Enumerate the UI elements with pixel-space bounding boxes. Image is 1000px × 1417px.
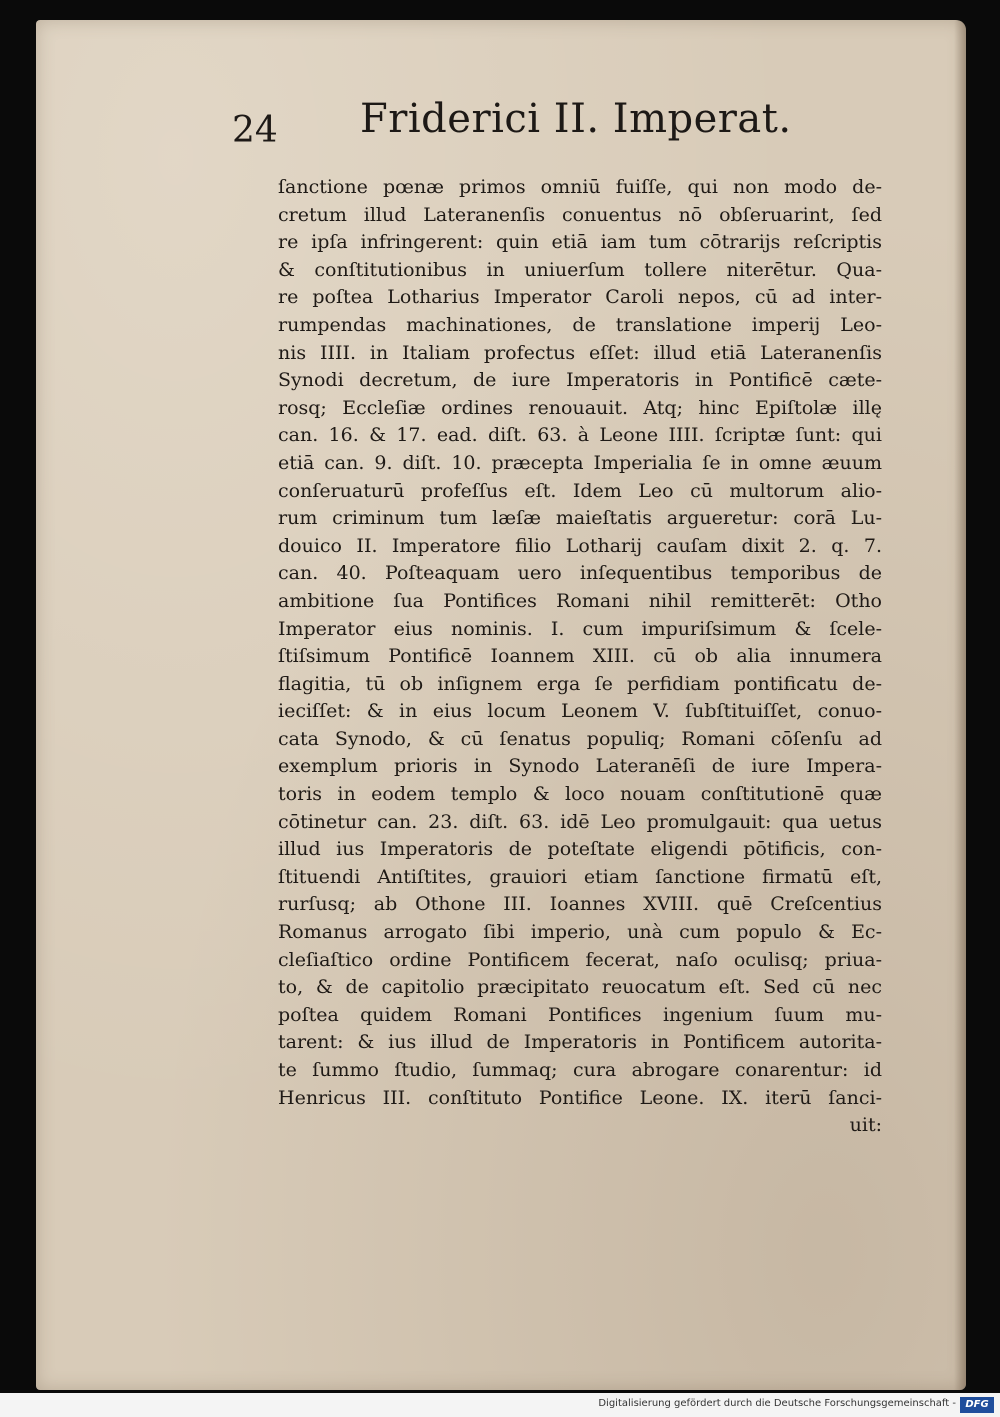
text-line: poſtea quidem Romani Pontifices ingenium ſuum mu- — [278, 1003, 882, 1026]
text-line: cretum illud Lateranenſis conuentus nō obſeruarint, ſed — [278, 203, 882, 226]
text-line: re ipſa infringerent: quin etiā iam tum cōtrarijs reſcriptis — [278, 231, 882, 254]
page-edge — [954, 20, 966, 1390]
text-line: exemplum prioris in Synodo Lateranēſi de iure Impera- — [278, 755, 882, 778]
text-line: cata Synodo, & cū ſenatus populiq; Romani cōſenſu ad — [278, 727, 882, 750]
text-line: cleſiaſtico ordine Pontificem fecerat, naſo oculisq; priua- — [278, 948, 882, 971]
running-head-title: Friderici II. Imperat. — [360, 96, 792, 142]
text-line: rurſusq; ab Othone III. Ioannes XVIII. quē Creſcentius — [278, 893, 882, 916]
text-line: douico II. Imperatore filio Lotharij cauſam dixit 2. q. 7. — [278, 534, 882, 557]
funding-credit: Digitalisierung gefördert durch die Deutsche Forschungsgemeinschaft - — [598, 1398, 956, 1409]
text-line: Imperator eius nominis. I. cum impuriſsimum & ſcele- — [278, 617, 882, 640]
text-line: can. 40. Poſteaquam uero inſequentibus temporibus de — [278, 562, 882, 585]
text-line: toris in eodem templo & loco nouam conſtitutionē quæ — [278, 783, 882, 806]
running-head — [232, 96, 792, 166]
body-text — [278, 174, 882, 1140]
text-line: conſeruaturū profeſſus eſt. Idem Leo cū multorum alio- — [278, 479, 882, 502]
text-line: & conſtitutionibus in uniuerſum tollere niterētur. Qua- — [278, 258, 882, 281]
dfg-logo: DFG — [960, 1397, 994, 1413]
text-line: te ſummo ſtudio, ſummaq; cura abrogare conarentur: id — [278, 1059, 882, 1081]
text-line: etiā can. 9. diſt. 10. præcepta Imperialia ſe in omne æuum — [278, 451, 882, 474]
text-line: ſanctione pœnæ primos omniū fuiſſe, qui non modo de- — [278, 176, 882, 198]
text-line: nis IIII. in Italiam profectus eſſet: illud etiā Lateranenſis — [278, 341, 882, 364]
text-line: Henricus III. conſtituto Pontifice Leone. IX. iterū ſanci- — [278, 1086, 882, 1109]
text-line: rosq; Eccleſiæ ordines renouauit. Atq; hinc Epiſtolæ illę — [278, 396, 882, 419]
page-number: 24 — [232, 110, 278, 151]
text-line: to, & de capitolio præcipitato reuocatum eſt. Sed cū nec — [278, 976, 882, 999]
text-line: flagitia, tū ob inſignem erga ſe perfidiam pontificatu de- — [278, 672, 882, 695]
text-line: rum criminum tum læſæ maieſtatis argueretur: corā Lu- — [278, 507, 882, 530]
text-line: ambitione ſua Pontifices Romani nihil remitterēt: Otho — [278, 589, 882, 612]
text-line: ſtiſsimum Pontificē Ioannem XIII. cū ob alia innumera — [278, 645, 882, 668]
text-line: ſtituendi Antiſtites, grauiori etiam ſanctione firmatū eſt, — [278, 865, 882, 888]
text-line: cōtinetur can. 23. diſt. 63. idē Leo promulgauit: qua uetus — [278, 810, 882, 833]
text-line: tarent: & ius illud de Imperatoris in Pontificem autorita- — [278, 1031, 882, 1054]
text-line: can. 16. & 17. ead. diſt. 63. à Leone IIII. ſcriptæ ſunt: qui — [278, 424, 882, 447]
text-line: ieciſſet: & in eius locum Leonem V. ſubſtituiſſet, conuo- — [278, 700, 882, 723]
text-line: Romanus arrogato ſibi imperio, unà cum populo & Ec- — [278, 921, 882, 944]
text-line: illud ius Imperatoris de poteſtate eligendi pōtificis, con- — [278, 838, 882, 861]
digitization-footer — [0, 1393, 1000, 1417]
text-line: rumpendas machinationes, de translatione imperij Leo- — [278, 313, 882, 336]
text-line: re poſtea Lotharius Imperator Caroli nepos, cū ad inter- — [278, 286, 882, 309]
catchword: uit: — [849, 1114, 882, 1137]
text-line: Synodi decretum, de iure Imperatoris in Pontificē cæte- — [278, 369, 882, 392]
